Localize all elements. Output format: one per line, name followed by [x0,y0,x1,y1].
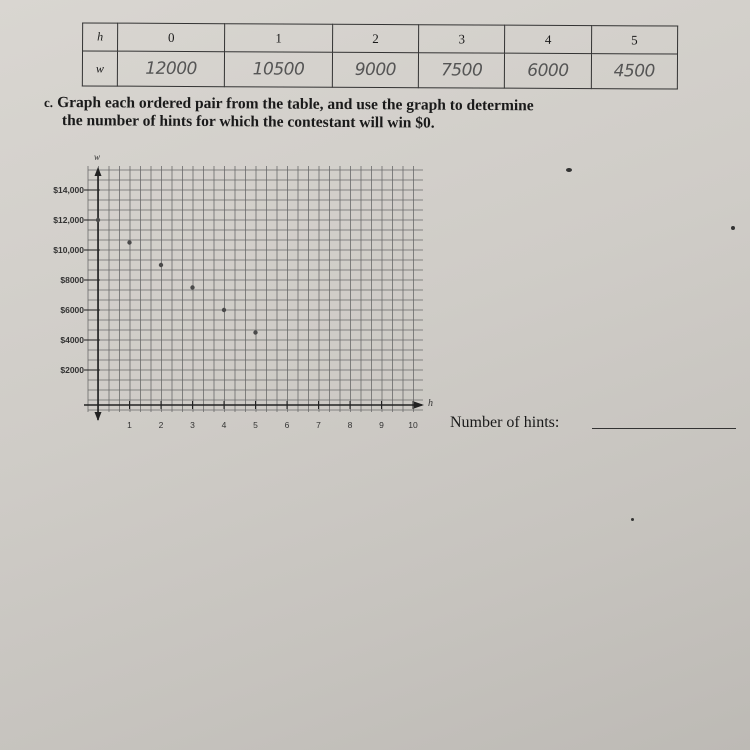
answer-blank[interactable] [592,428,736,429]
w-value-handwritten: 7500 [418,53,504,88]
y-tick-label: $6000 [60,305,84,315]
x-tick-label: 8 [347,420,353,430]
graph-grid [88,166,423,412]
data-point [190,285,194,289]
y-tick-label: $4000 [60,335,84,345]
w-value-handwritten: 9000 [332,52,418,87]
pencil-dot [731,226,735,230]
data-point [253,330,257,334]
x-tick-label: 1 [127,420,132,430]
x-axis-label: h [428,398,433,409]
data-point [159,263,163,267]
question-label: c. [44,94,54,110]
x-tick-label: 4 [221,420,227,430]
x-tick-label: 5 [253,420,258,430]
x-axis-arrow-icon [414,402,424,409]
row-label-w: w [82,51,117,86]
h-value: 2 [332,24,418,53]
y-tick-label: $10,000 [53,245,84,255]
y-tick-label: $12,000 [53,215,84,225]
data-point [222,308,226,312]
h-value: 3 [419,25,505,54]
graph-axes [84,152,433,421]
x-tick-label: 7 [316,420,321,430]
x-tick-label: 2 [158,420,164,430]
x-tick-label: 9 [379,420,384,430]
data-point [96,218,100,222]
y-tick-label: $2000 [60,365,84,375]
x-tick-label: 3 [190,420,195,430]
w-value-handwritten: 4500 [591,54,678,89]
h-value: 5 [591,26,677,55]
y-tick-label: $14,000 [53,185,84,195]
pencil-smudge [566,168,572,172]
y-axis-label: w [94,152,101,162]
y-axis-arrow-up-icon [95,167,102,176]
row-label-h: h [83,23,118,51]
answer-label: Number of hints: [450,414,560,431]
question-line-1: Graph each ordered pair from the table, and use the graph to determine [57,93,534,115]
h-value: 1 [225,24,333,53]
w-value-handwritten: 10500 [225,52,333,87]
x-tick-label: 6 [284,420,290,430]
w-value-handwritten: 6000 [505,53,591,88]
h-value: 0 [118,23,226,52]
y-axis-arrow-down-icon [95,412,102,421]
h-value: 4 [505,25,591,54]
pencil-dot [631,518,634,521]
y-axis-ticks [53,185,100,375]
y-tick-label: $8000 [60,275,84,285]
question-line-2: the number of hints for which the contestant will win $0. [61,112,435,132]
plotted-points [96,218,258,335]
x-tick-label: 10 [408,420,418,430]
w-value-handwritten: 12000 [117,51,225,86]
data-point [127,240,131,244]
